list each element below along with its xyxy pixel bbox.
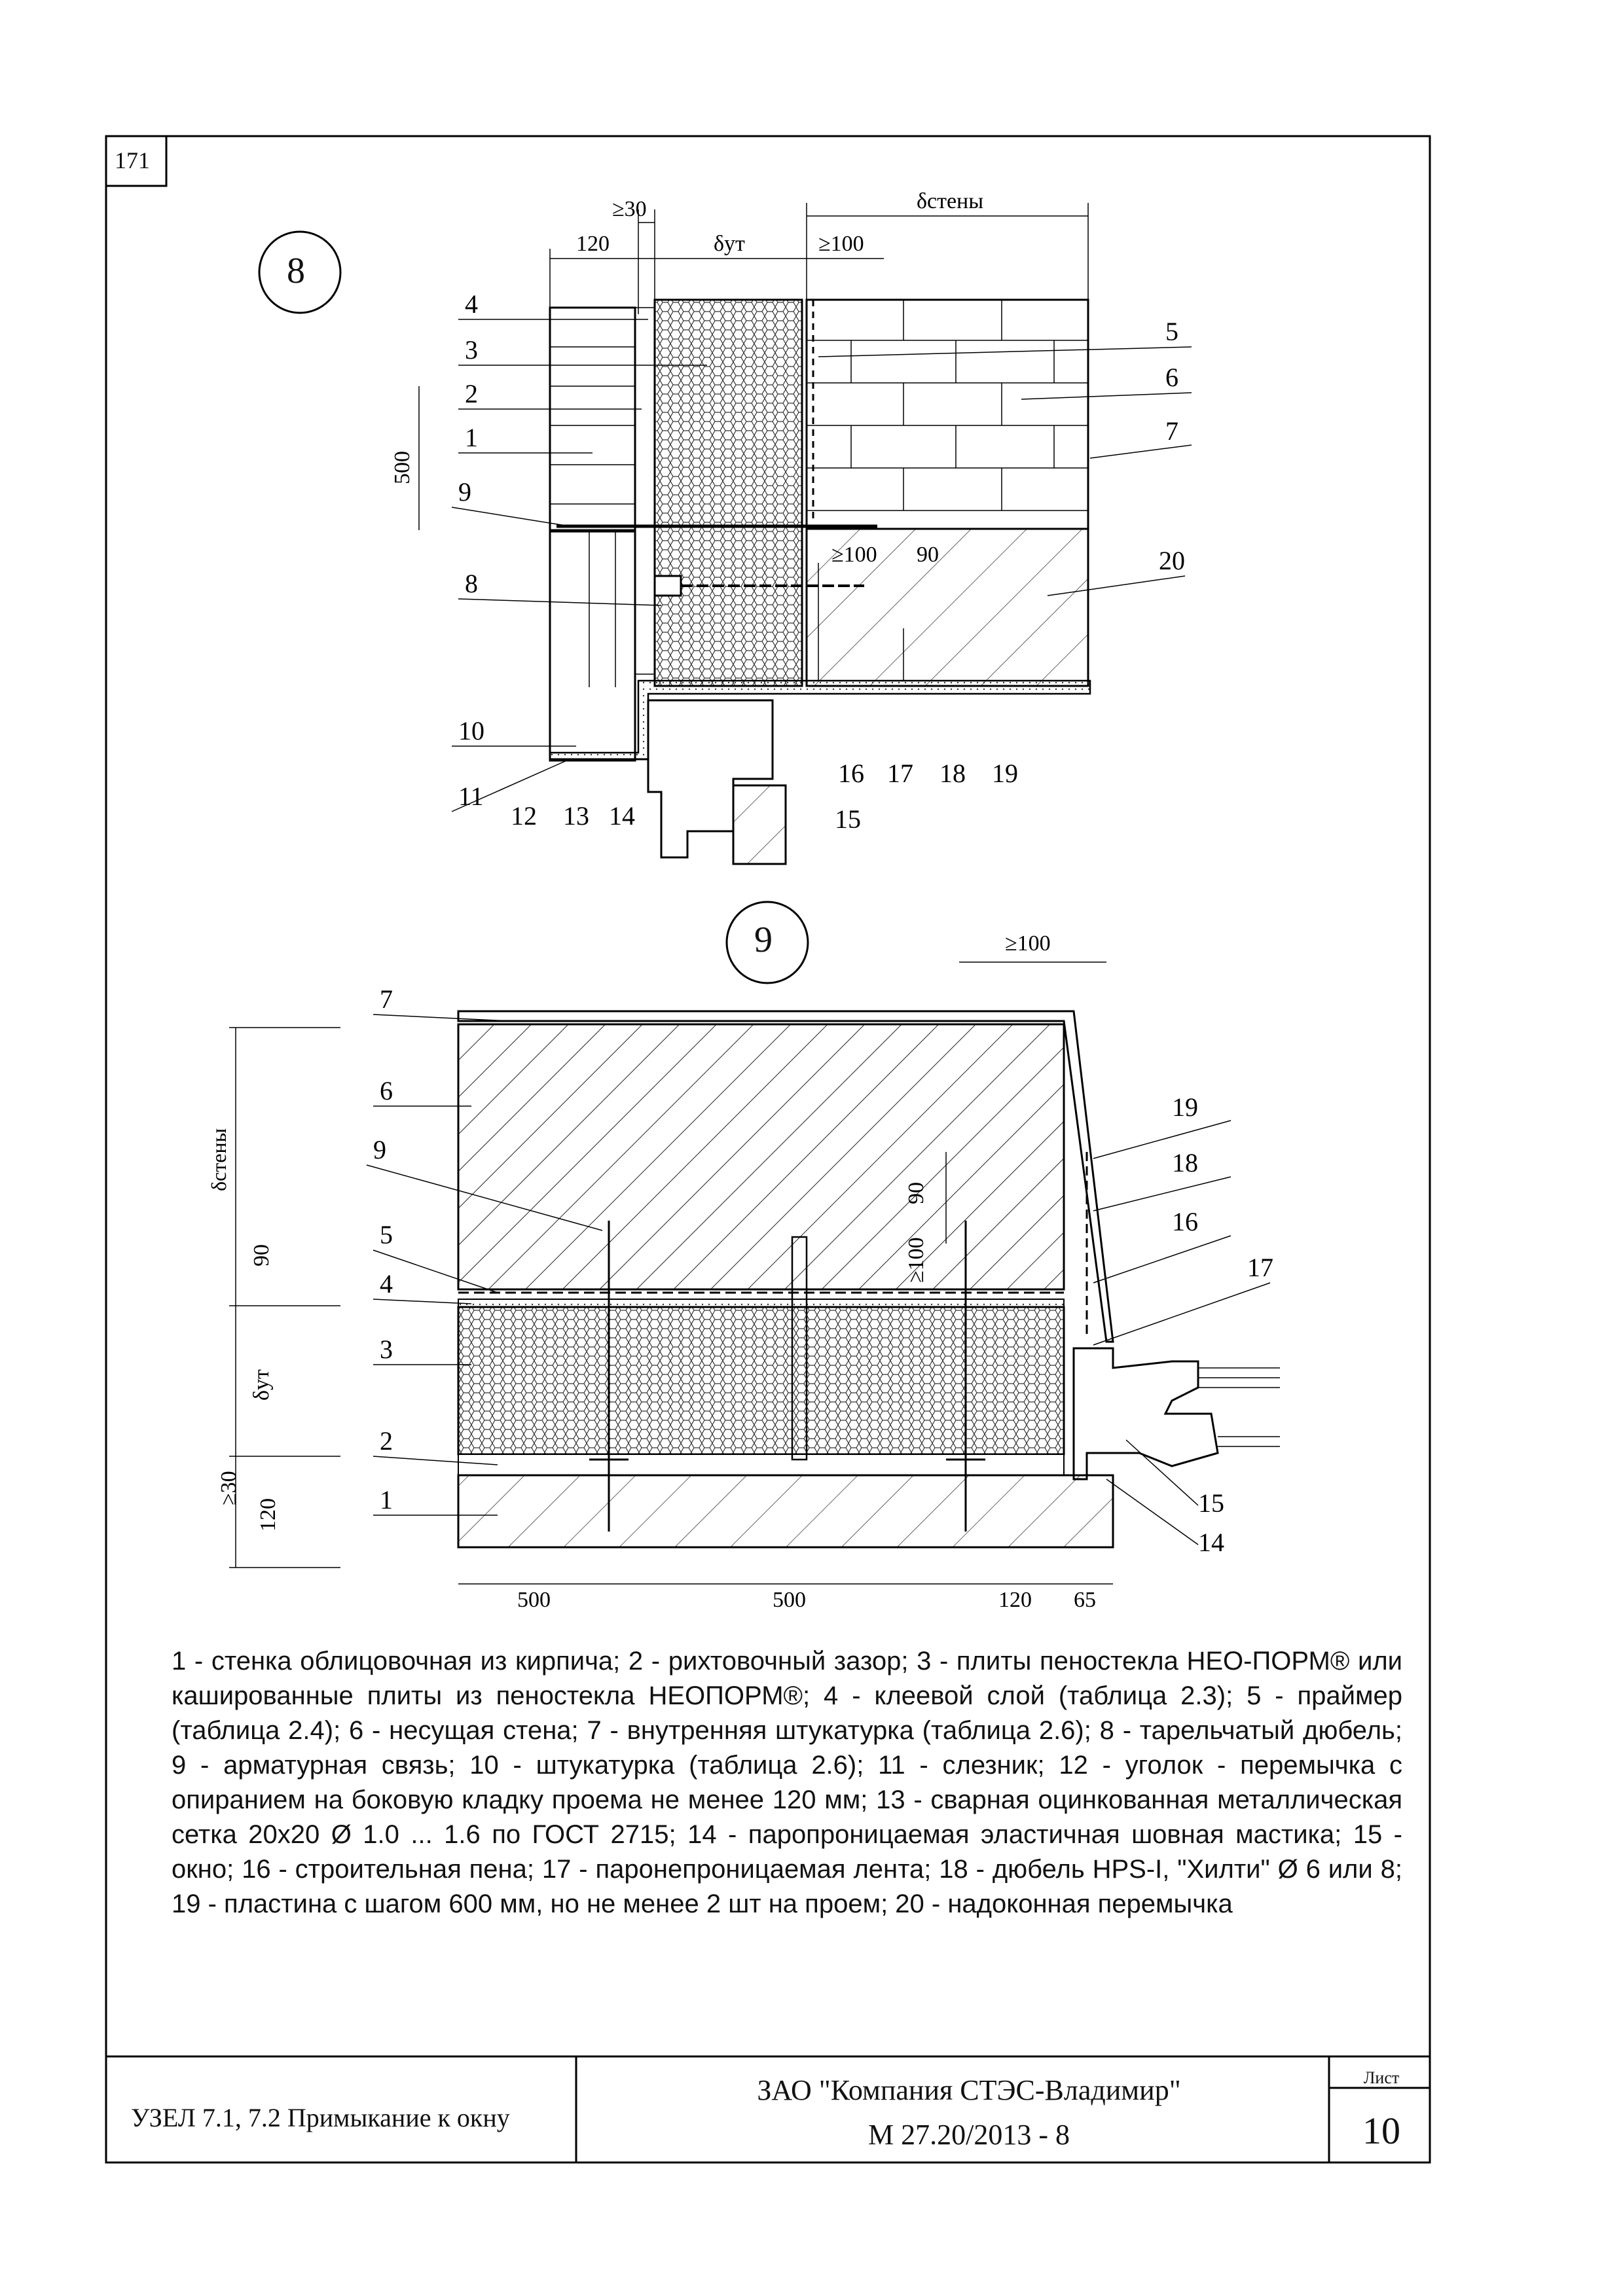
detail-8-section [259,189,1192,864]
svg-text:6: 6 [380,1076,393,1105]
svg-text:17: 17 [887,759,913,788]
dim-500-a: 500 [517,1588,551,1612]
svg-text:20: 20 [1159,546,1185,575]
bearing-wall-plan [458,1024,1064,1289]
dim-500-side: 500 [390,451,414,484]
facing-brick-plan [458,1475,1113,1547]
dim-120-b: 120 [998,1588,1032,1612]
dim-delta-ut-plan: δут [249,1369,274,1401]
legend-item: 1 - стенка облицовочная из кирпича; [172,1647,629,1676]
drawing-title: УЗЕЛ 7.1, 7.2 Примыкание к окну [131,2103,510,2132]
legend-item: 3 - плиты пеностекла НЕО-ПОРМ® или кашированные плиты из пеностекла НЕОПОРМ®; [172,1647,1403,1710]
svg-text:19: 19 [1172,1092,1198,1122]
legend-item: 14 - паропроницаемая эластичная шовная мастика; [687,1820,1353,1849]
dim-ge30-plan: ≥30 [217,1471,241,1505]
dim-500-b: 500 [773,1588,806,1612]
svg-text:7: 7 [380,984,393,1014]
svg-text:17: 17 [1247,1253,1273,1282]
page-number: 171 [115,147,150,173]
legend-item: 12 - уголок - перемычка с опиранием на боковую кладку проема не менее 120 мм; [172,1751,1402,1814]
svg-text:14: 14 [1198,1528,1224,1557]
svg-text:15: 15 [835,804,861,834]
svg-text:2: 2 [380,1426,393,1456]
dim-65: 65 [1074,1588,1096,1612]
dim-120-top: 120 [576,232,610,256]
svg-text:3: 3 [465,335,478,365]
svg-text:5: 5 [1165,317,1178,346]
dim-90-mid: 90 [917,543,939,567]
sheet-label: Лист [1363,2068,1400,2087]
legend-item: 10 - штукатурка (таблица 2.6); [469,1751,879,1780]
svg-text:16: 16 [838,759,864,788]
document-code: М 27.20/2013 - 8 [868,2119,1070,2151]
svg-text:14: 14 [609,801,635,831]
facing-brick-wall [550,308,635,530]
svg-text:7: 7 [1165,416,1178,446]
glue-layer-plan [458,1299,1064,1307]
plaster-bottom [550,681,1090,759]
svg-text:9: 9 [373,1135,386,1164]
dim-ge90-plan: 90 [249,1244,274,1266]
detail-8-id: 8 [287,251,305,291]
svg-text:1: 1 [465,423,478,452]
legend-item: 4 - клеевой слой (таблица 2.3); [824,1681,1247,1710]
legend-item: 18 - дюбель HPS-I, "Хилти" Ø 6 или 8; [939,1855,1402,1884]
dim-120-plan: 120 [256,1498,280,1532]
legend-item: 15 - окно; [172,1820,1402,1884]
svg-text:6: 6 [1165,363,1178,392]
svg-text:19: 19 [992,759,1018,788]
facing-brick-lower [550,531,635,761]
legend-item: 16 - строительная пена; [242,1855,542,1884]
detail-9-id: 9 [754,920,773,960]
svg-text:16: 16 [1172,1207,1198,1236]
foam-glass-insulation [655,300,802,686]
window-sash [733,785,786,864]
legend-item: 7 - внутренняя штукатурка (таблица 2.6); [587,1716,1100,1745]
svg-text:15: 15 [1198,1488,1224,1518]
dim-90-plan-right: 90 [904,1182,928,1204]
svg-text:12: 12 [511,801,537,831]
bearing-wall [807,300,1088,529]
legend-item: 20 - надоконная перемычка [895,1890,1233,1918]
svg-text:11: 11 [458,781,484,811]
dim-ge30-top: ≥30 [612,197,647,221]
dim-ge100-plan-top: ≥100 [1005,931,1051,956]
svg-text:4: 4 [465,289,478,319]
svg-text:9: 9 [458,477,471,507]
svg-text:3: 3 [380,1335,393,1364]
svg-text:10: 10 [458,716,484,745]
adjustment-gap [635,308,655,674]
dim-ge100-mid: ≥100 [831,543,877,567]
dim-ge100-plan-right: ≥100 [904,1237,928,1283]
legend [172,1644,1402,1922]
dim-ge100-top: ≥100 [818,232,864,256]
legend-item: 13 - сварная оцинкованная металлическая сетка 20х20 Ø 1.0 ... 1.6 по ГОСТ 2715; [172,1785,1403,1849]
detail-9-section [207,902,1280,1612]
svg-text:13: 13 [563,801,589,831]
dim-delta-steny-plan: δстены [207,1128,230,1191]
legend-item: 17 - паронепроницаемая лента; [541,1855,939,1884]
svg-text:8: 8 [465,569,478,598]
company-name: ЗАО "Компания СТЭС-Владимир" [757,2074,1181,2106]
window-frame-plan [1074,1348,1218,1479]
svg-text:2: 2 [465,379,478,408]
gap-plan [458,1454,1064,1475]
sheet-number: 10 [1362,2109,1400,2152]
legend-item: 9 - арматурная связь; [172,1751,470,1780]
legend-item: 5 - праймер (таблица 2.4); [172,1681,1403,1745]
svg-text:1: 1 [380,1485,393,1515]
dim-delta-ut-top: δут [714,232,745,256]
insulation-plan [458,1307,1064,1454]
svg-text:4: 4 [380,1269,393,1299]
legend-item: 2 - рихтовочный зазор; [628,1647,917,1676]
dim-delta-steny-top: δстены [917,189,984,213]
legend-item: 19 - пластина с шагом 600 мм, но не менее 2 шт на проем; [172,1890,896,1918]
legend-item: 6 - несущая стена; [349,1716,587,1745]
legend-item: 8 - тарельчатый дюбель; [1099,1716,1403,1745]
svg-text:18: 18 [1172,1148,1198,1177]
svg-text:18: 18 [939,759,966,788]
legend-item: 11 - слезник; [878,1751,1059,1780]
svg-text:5: 5 [380,1220,393,1249]
